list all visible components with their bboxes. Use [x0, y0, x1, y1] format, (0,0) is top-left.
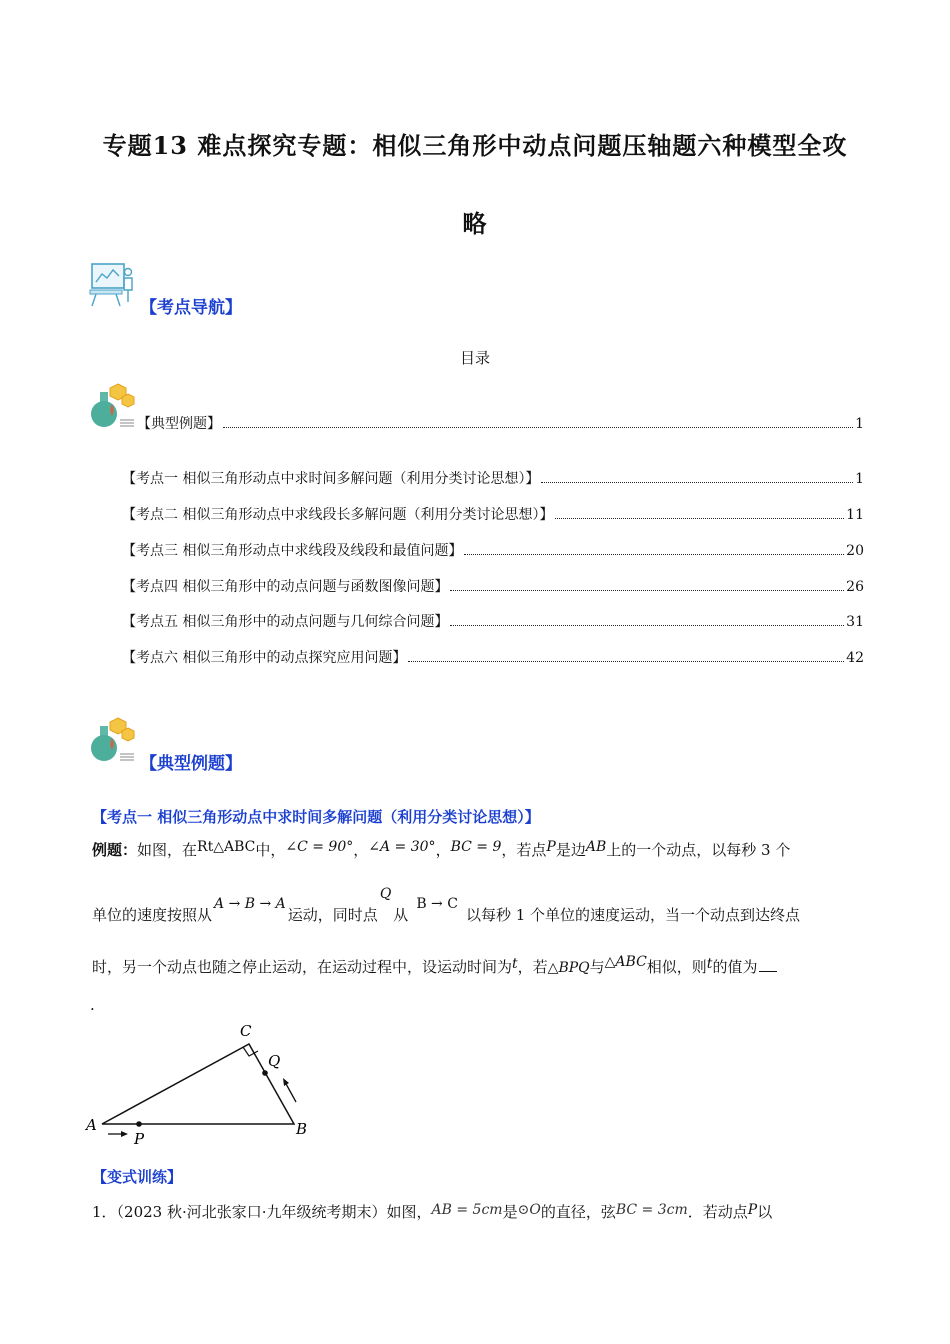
text: 上的一个动点，以每秒 3 个: [606, 841, 791, 859]
math-bc: BC = 9: [450, 839, 502, 855]
toc-item-page: 1: [855, 471, 864, 487]
toc-leader: [450, 590, 844, 591]
toc-main-page: 1: [855, 416, 864, 432]
toc-heading: 目录: [459, 349, 490, 367]
toc-item-label: 【考点五 相似三角形中的动点问题与几何综合问题】: [122, 614, 449, 630]
math-b-to-c: B → C: [416, 896, 458, 912]
text: 中，: [255, 841, 286, 859]
text: 单位的速度按照从: [92, 906, 213, 924]
toc-leader: [464, 554, 844, 555]
toc-item-page: 20: [846, 543, 864, 559]
toc-main-label: 【典型例题】: [137, 416, 221, 432]
label-a: A: [86, 1116, 97, 1134]
math-bpq: △BPQ: [547, 960, 590, 976]
text: ．若动点: [687, 1203, 748, 1221]
text: 运动，同时点: [287, 906, 378, 924]
text: 相似，则: [646, 958, 707, 976]
toc-leader: [450, 625, 844, 626]
toc-item[interactable]: [122, 611, 864, 633]
toc-main-entry[interactable]: [137, 413, 864, 435]
toc-item-label: 【考点三 相似三角形动点中求线段及线段和最值问题】: [122, 543, 463, 559]
label-b: B: [296, 1120, 308, 1138]
toc-leader: [223, 427, 853, 428]
toc-item-label: 【考点二 相似三角形动点中求线段长多解问题（利用分类讨论思想）】: [122, 507, 554, 523]
math-q: Q: [379, 886, 392, 902]
math-p: P: [747, 1202, 758, 1218]
toc-item-page: 26: [846, 579, 864, 595]
page-title: 专题13 难点探究专题：相似三角形中动点问题压轴题六种模型全攻: [102, 131, 848, 160]
toc-item-label: 【考点四 相似三角形中的动点问题与函数图像问题】: [122, 579, 449, 595]
text: 是: [502, 1203, 518, 1221]
toc-item-page: 11: [846, 507, 864, 523]
text: 是边: [555, 841, 586, 859]
text: ，: [435, 841, 451, 859]
toc-item[interactable]: [122, 540, 864, 562]
practice-line-1: [92, 1202, 772, 1223]
text: （2023 秋·河北张家口·九年级统考期末）如图，: [116, 1203, 432, 1221]
text: 如图，在: [137, 841, 198, 859]
math-bc: BC = 3cm: [615, 1202, 688, 1218]
practice-header: 【变式训练】: [92, 1168, 183, 1186]
question-number: 1．: [92, 1203, 117, 1221]
text: ，若点: [501, 841, 547, 859]
math-path: A → B → A: [214, 896, 286, 912]
arrow-p-head: [121, 1131, 128, 1137]
math-rt-abc: Rt△ABC: [197, 839, 256, 855]
toc-leader: [408, 661, 844, 662]
toc-item-page: 31: [846, 614, 864, 630]
math-ab: AB = 5cm: [431, 1202, 503, 1218]
presentation-board-icon: [88, 260, 138, 310]
label-c: C: [240, 1022, 252, 1040]
example-period: .: [90, 996, 95, 1014]
toc-item-label: 【考点六 相似三角形中的动点探究应用问题】: [122, 650, 407, 666]
text: ，若: [517, 958, 548, 976]
flask-hexagon-icon: [88, 716, 136, 764]
example-line-2: [92, 886, 801, 926]
example-line-1: [92, 840, 790, 861]
math-t: t: [706, 956, 713, 972]
text: 的值为: [712, 958, 758, 976]
triangle-abc: [102, 1044, 294, 1124]
toc-item[interactable]: [122, 468, 864, 490]
text: 时，另一个动点也随之停止运动，在运动过程中，设运动时间为: [92, 958, 513, 976]
text: ，: [353, 841, 369, 859]
nav-header: 【考点导航】: [140, 298, 242, 318]
toc-item-page: 42: [846, 650, 864, 666]
math-circle-o: ⊙O: [517, 1202, 541, 1218]
math-p: P: [546, 839, 556, 855]
toc-leader: [541, 482, 853, 483]
text: 以: [757, 1203, 773, 1221]
point-q: [262, 1070, 268, 1076]
toc-leader: [555, 518, 844, 519]
section-header: 【典型例题】: [140, 754, 242, 774]
answer-blank[interactable]: [759, 971, 777, 972]
topic-heading: 【考点一 相似三角形动点中求时间多解问题（利用分类讨论思想）】: [92, 808, 540, 826]
text: 以每秒 1 个单位的速度运动，当一个动点到达终点: [465, 906, 801, 924]
triangle-figure: [84, 1018, 324, 1146]
flask-hexagon-icon: [88, 382, 136, 430]
label-p: P: [134, 1130, 145, 1146]
math-angle-a: ∠A = 30°: [368, 839, 436, 855]
arrow-q-line: [285, 1082, 296, 1102]
page-title-continued: 略: [462, 209, 488, 238]
math-angle-c: ∠C = 90°: [285, 839, 354, 855]
example-line-3: [92, 954, 777, 978]
math-ab: AB: [585, 839, 607, 855]
label-q: Q: [268, 1052, 281, 1070]
text: 从: [393, 906, 409, 924]
point-p: [136, 1121, 142, 1127]
toc-item[interactable]: [122, 576, 864, 598]
toc-item[interactable]: [122, 504, 864, 526]
toc-item-label: 【考点一 相似三角形动点中求时间多解问题（利用分类讨论思想）】: [122, 471, 540, 487]
example-label: 例题：: [92, 841, 138, 859]
text: 的直径，弦: [540, 1203, 616, 1221]
math-t: t: [512, 956, 518, 972]
math-abc: △ABC: [604, 954, 647, 970]
toc-item[interactable]: [122, 647, 864, 669]
text: 与: [589, 958, 605, 976]
